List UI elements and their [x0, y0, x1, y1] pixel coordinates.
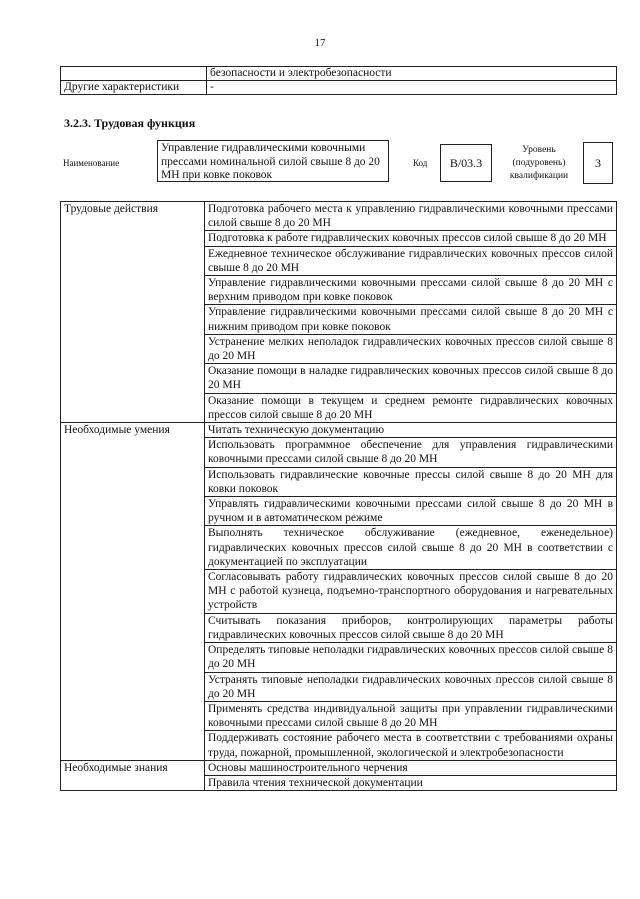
- group-item: Устранять типовые неполадки гидравлических ковочных прессов силой свыше 8 до 20 МН: [205, 672, 617, 701]
- group-item: Ежедневное техническое обслуживание гидравлических ковочных прессов силой свыше 8 до 20 МН: [205, 246, 617, 275]
- table-cell-label: Другие характеристики: [61, 81, 207, 95]
- group-label: Трудовые действия: [61, 202, 205, 423]
- name-value: Управление гидравлическими ковочными прессами номинальной силой свыше 8 до 20 МН при ковке поковок: [157, 140, 389, 182]
- group-item: Подготовка рабочего места к управлению гидравлическими ковочными прессами силой свыше 8 до 20 МН: [205, 202, 617, 231]
- group-item: Управление гидравлическими ковочными прессами силой свыше 8 до 20 МН с верхним приводом при ковке поковок: [205, 276, 617, 305]
- top-table: [60, 66, 617, 95]
- table-cell-value: -: [207, 81, 617, 95]
- table-row: [61, 202, 617, 231]
- group-item: Согласовывать работу гидравлических ковочных прессов силой свыше 8 до 20 МН с работой кузнеца, подъемно-транспортного оборудования и нагревательных устройств: [205, 570, 617, 614]
- group-item: Использовать гидравлические ковочные прессы силой свыше 8 до 20 МН для ковки поковок: [205, 467, 617, 496]
- level-value: 3: [583, 142, 613, 184]
- group-item: Определять типовые неполадки гидравлических ковочных прессов силой свыше 8 до 20 МН: [205, 643, 617, 672]
- table-cell-label: [61, 67, 207, 81]
- group-item: Оказание помощи в наладке гидравлических ковочных прессов силой свыше 8 до 20 МН: [205, 364, 617, 393]
- group-item: Применять средства индивидуальной защиты при управлении гидравлическими ковочными прессами силой свыше 8 до 20 МН: [205, 701, 617, 730]
- name-label: Наименование: [63, 158, 120, 168]
- group-item: Правила чтения технической документации: [205, 775, 617, 790]
- group-item: Считывать показания приборов, контролирующих параметры работы гидравлических ковочных прессов силой свыше 8 до 20 МН: [205, 613, 617, 642]
- code-label: Код: [413, 158, 428, 168]
- group-item: Поддерживать состояние рабочего места в соответствии с требованиями охраны труда, пожарной, промышленной, экологической и электробезопасности: [205, 731, 617, 760]
- level-label: Уровень (подуровень) квалификации: [509, 145, 569, 181]
- group-item: Управлять гидравлическими ковочными прессами силой свыше 8 до 20 МН в ручном и в автоматическом режиме: [205, 497, 617, 526]
- group-item: Оказание помощи в текущем и среднем ремонте гидравлических ковочных прессов силой свыше 8 до 20 МН: [205, 393, 617, 422]
- table-cell-value: безопасности и электробезопасности: [207, 67, 617, 81]
- group-item: Устранение мелких неполадок гидравлических ковочных прессов силой свыше 8 до 20 МН: [205, 334, 617, 363]
- table-row: [61, 81, 617, 95]
- group-item: Выполнять техническое обслуживание (ежедневное, еженедельное) гидравлических ковочных прессов силой свыше 8 до 20 МН в соответствии с документацией по эксплуатации: [205, 526, 617, 570]
- table-row: [61, 67, 617, 81]
- table-row: [61, 760, 617, 775]
- group-item: Управление гидравлическими ковочными прессами силой свыше 8 до 20 МН с нижним приводом при ковке поковок: [205, 305, 617, 334]
- group-item: Читать техническую документацию: [205, 423, 617, 438]
- group-label: Необходимые умения: [61, 423, 205, 761]
- section-title: 3.2.3. Трудовая функция: [64, 116, 196, 130]
- group-item: Использовать программное обеспечение для управления гидравлическими ковочными прессами силой свыше 8 до 20 МН: [205, 438, 617, 467]
- function-table: [60, 201, 617, 791]
- group-item: Подготовка к работе гидравлических ковочных прессов силой свыше 8 до 20 МН: [205, 231, 617, 246]
- table-row: [61, 423, 617, 438]
- group-item: Основы машиностроительного черчения: [205, 760, 617, 775]
- group-label: Необходимые знания: [61, 760, 205, 790]
- code-value: B/03.3: [440, 144, 492, 182]
- page-number: 17: [314, 37, 326, 49]
